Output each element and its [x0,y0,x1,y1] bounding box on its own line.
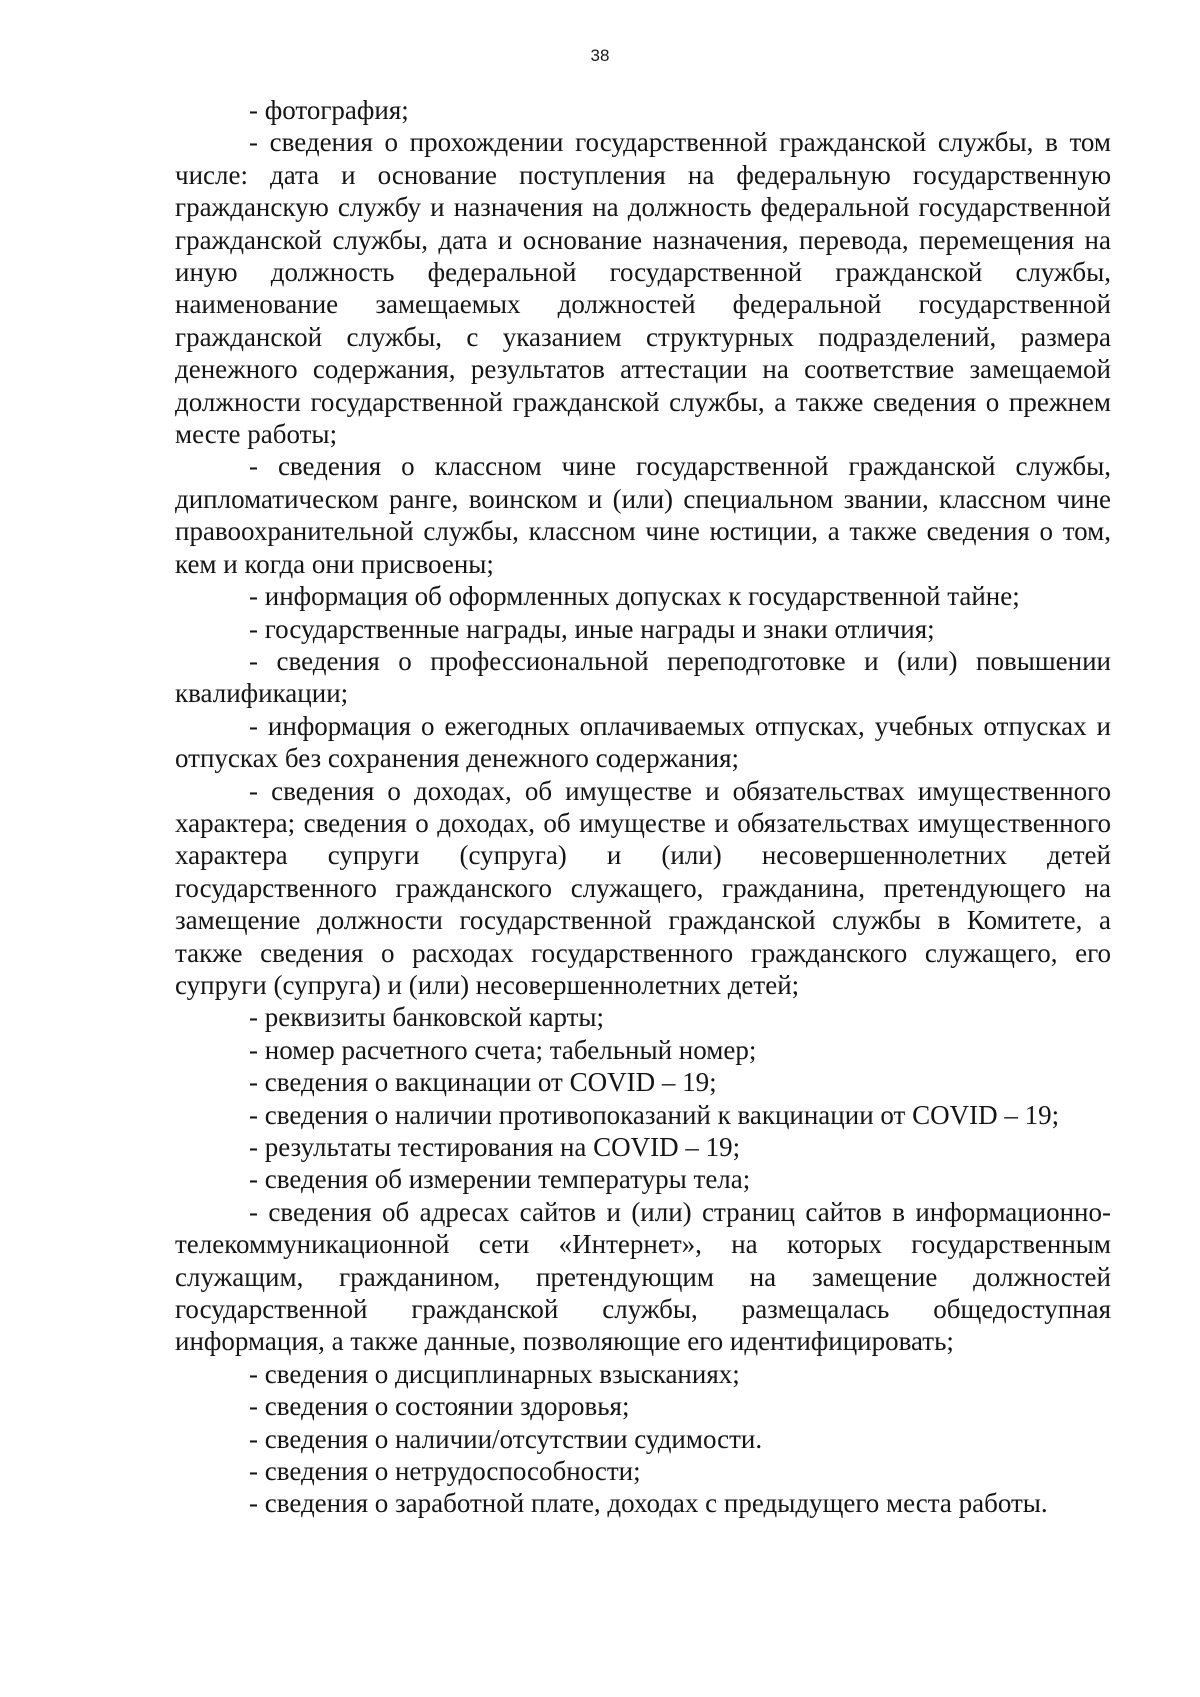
list-item: - сведения о классном чине государственной гражданской службы, дипломатическом ранге, воинском и (или) специальном звании, классном чине правоохранительной службы, классном чине юстиции, а также сведения о том, кем и когда они присвоены; [175,451,1111,579]
page-number: 38 [590,46,610,65]
list-item: - информация о ежегодных оплачиваемых отпусках, учебных отпусках и отпусках без сохранения денежного содержания; [175,710,1111,774]
list-item: - информация об оформленных допусках к государственной тайне; [249,581,1020,612]
list-item: - сведения о профессиональной переподготовке и (или) повышении квалификации; [175,645,1111,709]
list-item: - фотография; [249,95,409,125]
list-item: - сведения о наличии/отсутствии судимости. [249,1423,763,1454]
list-item: - сведения об адресах сайтов и (или) страниц сайтов в информационно-телекоммуникационной сети «Интернет», на которых государственным служащим, гражданином, претендующим на замещение должностей государственной гражданской службы, размещалась общедоступная информация, а также данные, позволяющие его идентифицировать; [175,1196,1111,1357]
list-item: - государственные награды, иные награды и знаки отличия; [249,613,935,644]
list-item: - сведения об измерении температуры тела; [249,1164,751,1195]
list-item: - сведения о состоянии здоровья; [249,1391,630,1422]
list-item: - сведения о дисциплинарных взысканиях; [249,1358,740,1389]
list-item: - сведения о заработной плате, доходах с предыдущего места работы. [249,1488,1048,1519]
list-item: - реквизиты банковской карты; [249,1002,605,1033]
list-item: - результаты тестирования на COVID – 19; [249,1132,741,1162]
document-body [175,94,1111,1520]
list-item: - сведения о наличии противопоказаний к вакцинации от COVID – 19; [249,1099,1060,1130]
list-item: - номер расчетного счета; табельный номер; [249,1034,757,1065]
list-item: - сведения о вакцинации от COVID – 19; [249,1067,717,1098]
list-item: - сведения о прохождении государственной гражданской службы, в том числе: дата и основание поступления на федеральную государственную гражданскую службу и назначения на должность федеральной государственной гражданской службы, дата и основание назначения, перевода, перемещения на иную должность федеральной государственной гражданской службы, наименование замещаемых должностей федеральной государственной гражданской службы, с указанием структурных подразделений, размера денежного содержания, результатов аттестации на соответствие замещаемой должности государственной гражданской службы, а также сведения о прежнем месте работы; [175,127,1111,450]
list-item: - сведения о доходах, об имуществе и обязательствах имущественного характера; сведения о доходах, об имуществе и обязательствах имущественного характера супруги (супруга) и (или) несовершеннолетних детей государственного гражданского служащего, гражданина, претендующего на замещение должности государственной гражданской службы в Комитете, а также сведения о расходах государственного гражданского служащего, его супруги (супруга) и (или) несовершеннолетних детей; [175,775,1111,1000]
list-item: - сведения о нетрудоспособности; [249,1456,641,1487]
